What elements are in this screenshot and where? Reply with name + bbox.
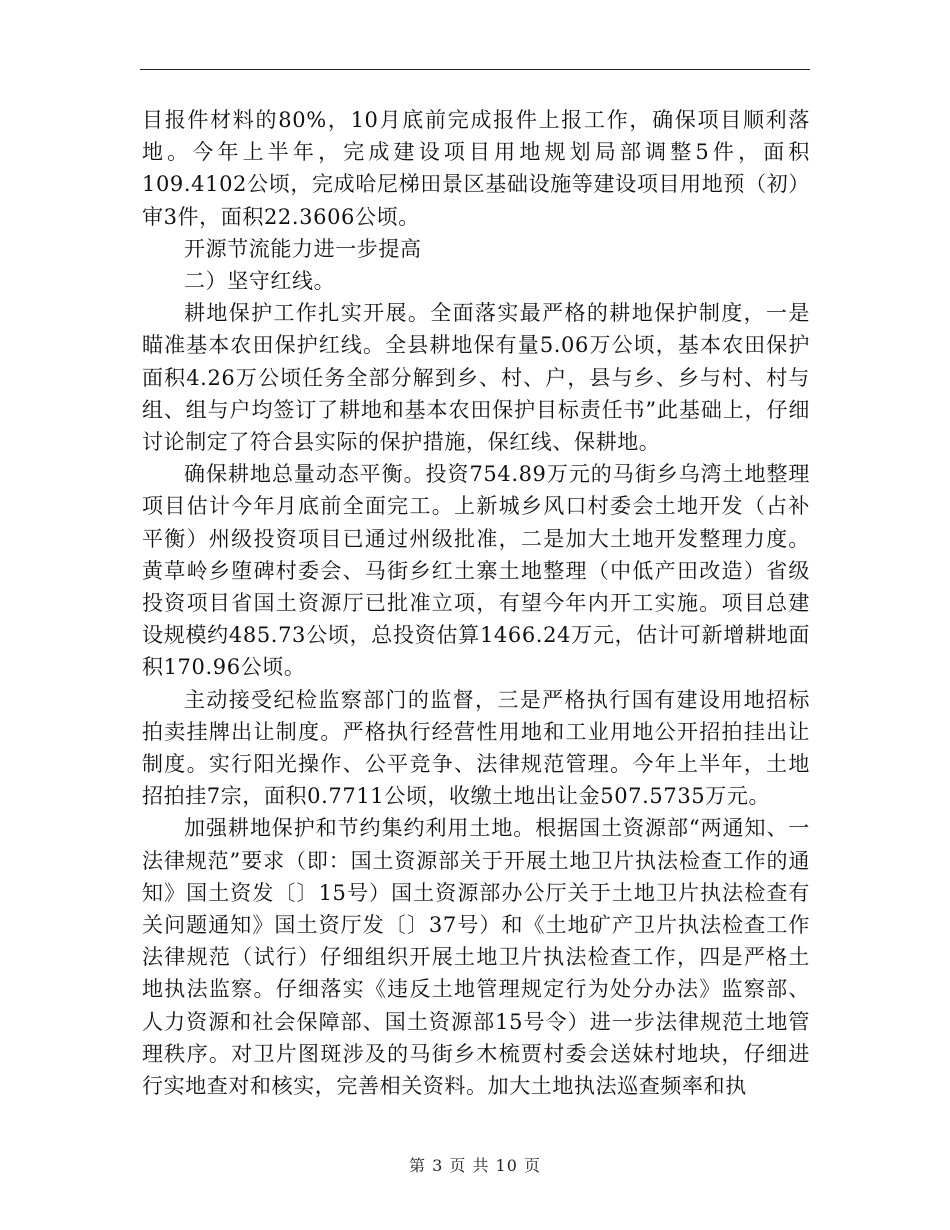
section-heading: 开源节流能力进一步提高: [184, 236, 422, 261]
paragraph-law-enforcement: 加强耕地保护和节约集约利用土地。根据国土资源部“两通知、一法律规范”要求（即：国土资源部关于开展土地卫片执法检查工作的通知》国土资发〔〕15号）国土资源部办公厅关于土地卫片执法检查有关问题通知》国土资厅发〔〕37号）和《土地矿产卫片执法检查工作法律规范（试行）仔细组织开展土地卫片执法检查工作，四是严格土地执法监察。仔细落实《违反土地管理规定行为处分办法》监察部、人力资源和社会保障部、国土资源部15号令）进一步法律规范土地管理秩序。对卫片图斑涉及的马街乡木梳贾村委会送妹村地块，仔细进行实地查对和核实，完善相关资料。加大土地执法巡查频率和执: [142, 816, 810, 1099]
subsection-heading: 二）坚守红线。: [184, 269, 336, 294]
header-rule: [140, 69, 810, 70]
paragraph-farmland-balance: 确保耕地总量动态平衡。投资754.89万元的马街乡乌湾土地整理项目估计今年月底前全面完工。上新城乡风口村委会土地开发（占补平衡）州级投资项目已通过州级批准，二是加大土地开发整理力度。黄草岭乡堕碑村委会、马街乡红土寨土地整理（中低产田改造）省级投资项目省国土资源厅已批准立项，有望今年内开工实施。项目总建设规模约485.73公顷，总投资估算1466.24万元，估计可新增耕地面积170.96公顷。: [142, 462, 810, 680]
paragraph-land-transfer: 主动接受纪检监察部门的监督，三是严格执行国有建设用地招标拍卖挂牌出让制度。严格执行经营性用地和工业用地公开招拍挂出让制度。实行阳光操作、公平竞争、法律规范管理。今年上半年，土地招拍挂7宗，面积0.7711公顷，收缴土地出让金507.5735万元。: [142, 687, 810, 809]
paragraph-continuation: 目报件材料的80%，10月底前完成报件上报工作，确保项目顺利落地。今年上半年，完成建设项目用地规划局部调整5件，面积109.4102公顷，完成哈尼梯田景区基础设施等建设项目用地预（初）审3件，面积22.3606公顷。: [142, 108, 810, 229]
paragraph-farmland-protection: 耕地保护工作扎实开展。全面落实最严格的耕地保护制度，一是瞄准基本农田保护红线。全县耕地保有量5.06万公顷，基本农田保护面积4.26万公顷任务全部分解到乡、村、户，县与乡、乡与村、村与组、组与户均签订了耕地和基本农田保护目标责任书”此基础上，仔细讨论制定了符合县实际的保护措施，保红线、保耕地。: [142, 301, 810, 455]
document-body: [142, 104, 810, 1102]
page-number: 第 3 页 共 10 页: [409, 1156, 541, 1175]
